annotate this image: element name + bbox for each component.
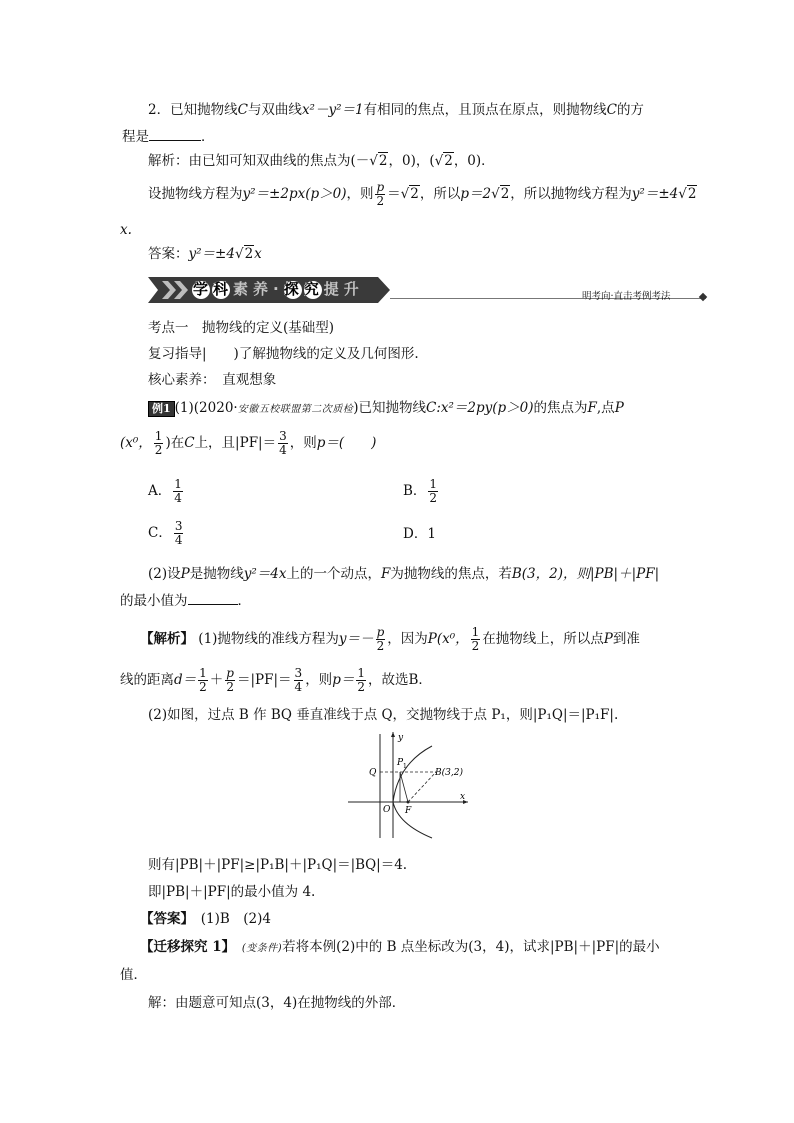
answer-blank [149, 127, 201, 141]
option-b: B． $\frac{1}{2}$ [403, 477, 438, 505]
banner-title-text: 学科素养·探究提升 [193, 280, 364, 298]
figure-label-y: y [398, 733, 404, 743]
kaodian-core: 核心素养： 直观想象 [148, 372, 277, 388]
solution-line1: 【解析】 (1)抛物线的准线方程为y＝－ $\frac{p}{2}$ ，因为P(x⁰， $\frac{1}{2}$ 在抛物线上，所以点P到准 [140, 625, 640, 653]
fraction-three-quarters: $\frac{3}{4}$ [279, 429, 287, 457]
section-banner-title [193, 280, 364, 298]
solution-line3: (2)如图，过点 B 作 BQ 垂直准线于点 Q，交抛物线于点 P₁，则|P₁Q|＝|P₁F|. [148, 707, 619, 723]
example1-line1: 例1 (1)(2020·安徽五校联盟第二次质检)已知抛物线C:x²＝2py(p＞0)的焦点为F,点P [148, 399, 624, 419]
problem2-analysis: 解析：由已知可知双曲线的焦点为(－√2，0)，(√2，0)． [148, 153, 495, 169]
problem2-setup: 设抛物线方程为y²＝±2px(p＞0)，则 $\frac{p}{2}$ ＝√2，所以p＝2√2，所以抛物线方程为y²＝±4√2 [148, 180, 697, 208]
transfer-solution: 解：由题意可知点(3，4)在抛物线的外部． [148, 995, 406, 1011]
fraction-half: $\frac{1}{2}$ [154, 429, 163, 457]
option-b-fraction: $\frac{1}{2}$ [429, 477, 438, 505]
option-c-fraction: $\frac{3}{4}$ [174, 519, 183, 547]
example-tag: 例1 [148, 401, 175, 417]
fraction-p-over-2-b: $\frac{p}{2}$ [376, 625, 385, 653]
figure-label-f: F [405, 806, 412, 816]
problem2-answer: 答案：y²＝±4√2x [148, 246, 262, 262]
kaodian-guide: 复习指导| )了解抛物线的定义及几何图形. [148, 346, 419, 362]
diamond-icon [699, 293, 707, 301]
problem2-line2: 程是 ． [122, 129, 215, 145]
figure-label-p1-sub: 1 [403, 763, 407, 770]
fraction-p-over-2: $\frac{p}{2}$ [376, 180, 385, 208]
answer-line: 【答案】 (1)B (2)4 [140, 911, 272, 927]
transfer-line2: 值． [120, 967, 147, 983]
example1-line2: (x⁰， $\frac{1}{2}$ )在C上，且|PF|＝ $\frac{3}{4}$ ，则p＝( ) [120, 429, 377, 457]
fraction-half-d: $\frac{1}{2}$ [357, 666, 365, 694]
banner-subtitle: 明考向·直击考例考法 [582, 291, 671, 302]
problem2-line1: 2．已知抛物线C与双曲线x²－y²＝1有相同的焦点，且顶点在原点，则抛物线C的方 [148, 102, 644, 118]
example1-part2-line2: 的最小值为 ． [120, 593, 251, 609]
solution-line5: 即|PB|＋|PF|的最小值为 4. [148, 884, 316, 900]
figure-label-o: O [383, 805, 391, 815]
figure-label-p1: P [397, 758, 404, 768]
parabola-figure [340, 728, 480, 840]
figure-label-b: B(3,2) [435, 768, 463, 778]
figure-label-q: Q [369, 768, 377, 778]
option-a-fraction: $\frac{1}{4}$ [174, 477, 182, 505]
problem2-setup-x: x. [120, 222, 132, 238]
example1-part2-line1: (2)设P是抛物线y²＝4x上的一个动点，F为抛物线的焦点，若B(3，2)，则|PB|＋|PF| [148, 566, 660, 582]
option-c: C． $\frac{3}{4}$ [148, 519, 183, 547]
kaodian-title: 考点一 抛物线的定义(基础型) [148, 320, 335, 336]
fraction-p-over-2-c: $\frac{p}{2}$ [226, 666, 234, 694]
answer-blank-2 [188, 591, 238, 605]
option-d: D．1 [403, 526, 436, 542]
solution-line4: 则有|PB|＋|PF|≥|P₁B|＋|P₁Q|＝|BQ|＝4. [148, 857, 408, 873]
solution-line2: 线的距离d＝ $\frac{1}{2}$ ＋ $\frac{p}{2}$ ＝|PF|＝ $\frac{3}{4}$ ，则p＝ $\frac{1}{2}$ ，故选B． [120, 666, 432, 694]
transfer-line1: 【迁移探究 1】 (变条件)若将本例(2)中的 B 点坐标改为(3，4)，试求|PB|＋|PF|的最小 [140, 939, 660, 955]
fraction-half-b: $\frac{1}{2}$ [471, 625, 480, 653]
figure-label-x: x [460, 792, 466, 802]
fraction-three-quarters-b: $\frac{3}{4}$ [294, 666, 303, 694]
fraction-half-c: $\frac{1}{2}$ [199, 666, 207, 694]
option-a: A． $\frac{1}{4}$ [148, 477, 182, 505]
